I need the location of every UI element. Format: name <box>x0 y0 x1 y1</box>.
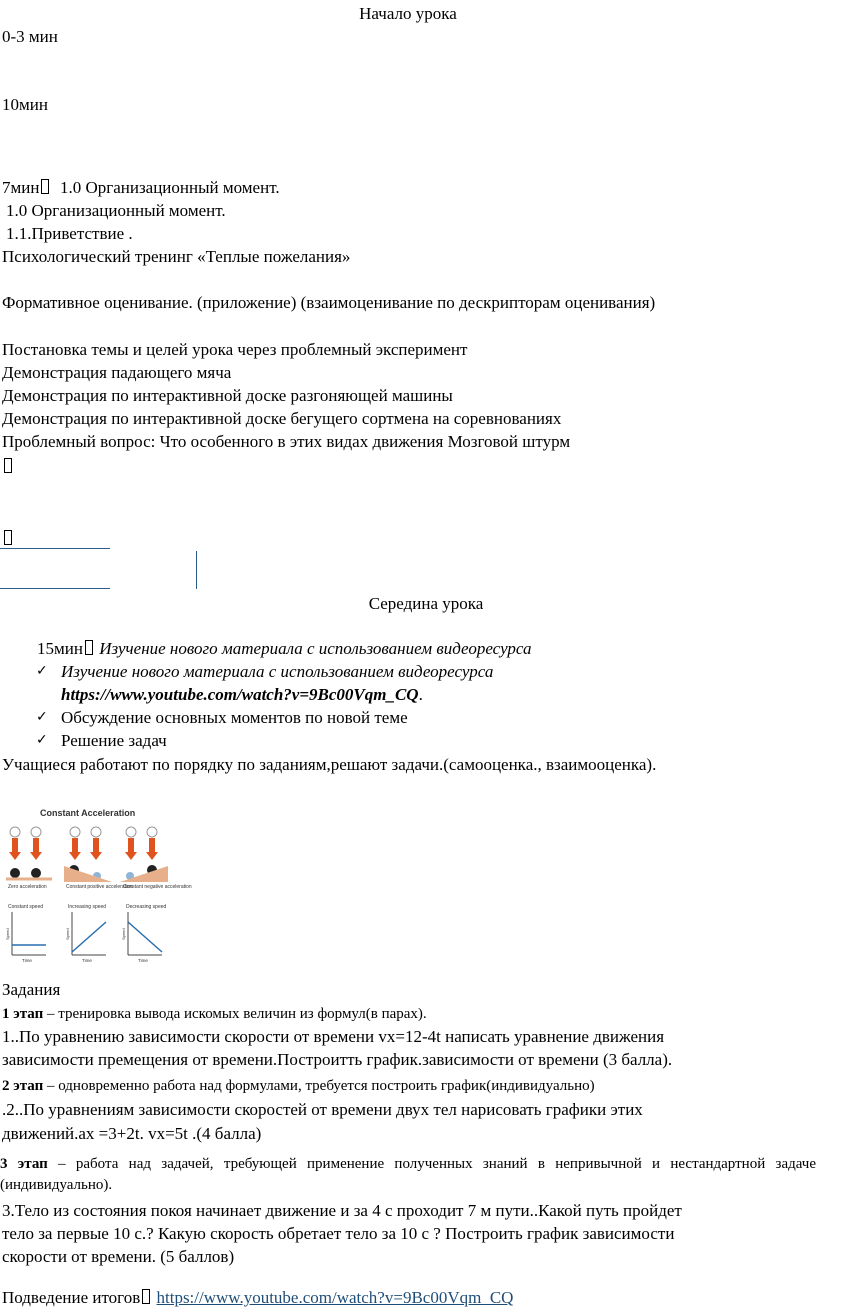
time-7-line <box>2 178 280 198</box>
stage3-label: 3 этап <box>0 1156 48 1172</box>
stage2-line <box>2 1076 595 1096</box>
bullet-new-material: Изучение нового материала с использованием видеоресурса <box>61 662 494 681</box>
placeholder-box-icon <box>4 530 12 545</box>
formative-assessment: Формативное оценивание. (приложение) (взаимоценивание по дескрипторам оценивания) <box>2 293 656 312</box>
graph3-y-axis: Speed <box>121 928 126 940</box>
caption-negative: Constant negative acceleration <box>123 884 192 890</box>
graph-constant-speed <box>5 904 46 963</box>
stage1-text: – тренировка вывода искомых величин из формул(в парах). <box>43 1006 427 1022</box>
stage2-text: – одновременно работа над формулами, требуется построить график(индивидуально) <box>43 1078 595 1094</box>
new-material-title: Изучение нового материала с использованием видеоресурса <box>99 639 532 658</box>
start-title: Начало урока <box>359 4 457 23</box>
placeholder-box-icon <box>142 1289 150 1304</box>
org-moment-1: 1.0 Организационный момент. <box>59 178 280 197</box>
placeholder-box-icon <box>85 640 93 655</box>
time-15: 15мин <box>37 639 83 658</box>
students-work: Учащиеся работают по порядку по заданиям,решают задачи.(самооценка., взаимооценка). <box>2 755 657 774</box>
positive-acceleration-panel <box>64 827 133 890</box>
caption-positive: Constant positive acceleration <box>66 884 133 890</box>
task3-line1: 3.Тело из состояния покоя начинает движение и за 4 с проходит 7 м пути..Какой путь пройдет <box>2 1201 682 1220</box>
graph-decreasing-speed <box>121 904 167 963</box>
demo-ball: Демонстрация падающего мяча <box>2 363 232 382</box>
checkmark-icon: ✓ <box>36 709 48 725</box>
placeholder-box-icon <box>41 179 49 194</box>
divider-line <box>0 548 110 549</box>
topic-setting: Постановка темы и целей урока через проблемный эксперимент <box>2 340 468 359</box>
placeholder-box-icon <box>4 458 12 473</box>
task3-line2: тело за первые 10 с.? Какую скорость обретает тело за 10 с ? Построить график зависимости <box>2 1224 675 1243</box>
constant-acceleration-figure <box>0 800 192 970</box>
task1-line1: 1..По уравнению зависимости скорости от времени vx=12-4t написать уравнение движения <box>2 1027 665 1046</box>
divider-line <box>196 551 197 589</box>
demo-car: Демонстрация по интерактивной доске разгоняющей машины <box>2 386 453 405</box>
tasks-heading: Задания <box>2 980 61 999</box>
graph-increasing-speed <box>65 904 106 963</box>
training: Психологический тренинг «Теплые пожелания» <box>2 247 351 266</box>
graph1-label: Constant speed <box>8 904 44 910</box>
task3-line3: скорости от времени. (5 баллов) <box>2 1247 235 1266</box>
summary-label: Подведение итогов <box>2 1288 141 1307</box>
checkmark-icon: ✓ <box>36 663 48 679</box>
divider-line <box>0 588 110 589</box>
zero-acceleration-panel <box>6 827 52 890</box>
stage2-label: 2 этап <box>2 1078 44 1094</box>
graph3-x-axis: Time <box>138 958 148 963</box>
graph2-label: Increasing speed <box>68 904 107 910</box>
graph2-y-axis: Speed <box>65 928 70 940</box>
summary-line <box>2 1288 513 1308</box>
time-15-line <box>37 639 532 659</box>
demo-runner: Демонстрация по интерактивной доске бегущего сортмена на соревнованиях <box>2 409 562 428</box>
greeting: 1.1.Приветствие . <box>6 224 133 243</box>
stage3-text: – работа над задачей, требующей применение полученных знаний в непривычной и нестандартной задаче (индивидуально). <box>0 1156 816 1193</box>
graph2-x-axis: Time <box>82 958 92 963</box>
negative-acceleration-panel <box>120 827 192 890</box>
graph1-y-axis: Speed <box>5 928 10 940</box>
video-link[interactable]: https://www.youtube.com/watch?v=9Bc00Vqm_CQ <box>61 685 419 704</box>
graph1-x-axis: Time <box>22 958 32 963</box>
stage1-line <box>2 1004 427 1024</box>
org-moment-2: 1.0 Организационный момент. <box>6 201 226 220</box>
time-7: 7мин <box>2 178 40 197</box>
stage3-paragraph <box>0 1154 816 1196</box>
figure-title: Constant Acceleration <box>40 808 136 818</box>
task2-line1: .2..По уравнениям зависимости скоростей от времени двух тел нарисовать графики этих <box>2 1100 643 1119</box>
task1-line2: зависимости премещения от времени.Построитть график.зависимости от времени (3 балла). <box>2 1050 673 1069</box>
bullet-discussion: Обсуждение основных моментов по новой теме <box>61 708 408 727</box>
stage1-label: 1 этап <box>2 1006 44 1022</box>
checkmark-icon: ✓ <box>36 732 48 748</box>
summary-video-link[interactable]: https://www.youtube.com/watch?v=9Bc00Vqm_CQ <box>156 1288 514 1307</box>
bullet-problems: Решение задач <box>61 731 167 750</box>
bullet-link-line: https://www.youtube.com/watch?v=9Bc00Vqm_CQ. <box>61 685 423 704</box>
time-10: 10мин <box>2 95 48 114</box>
graph3-label: Decreasing speed <box>126 904 167 910</box>
task2-line2: движений.ах =3+2t. vx=5t .(4 балла) <box>2 1124 262 1143</box>
caption-zero: Zero acceleration <box>8 884 47 890</box>
problem-question: Проблемный вопрос: Что особенного в этих видах движения Мозговой штурм <box>2 432 571 451</box>
middle-title: Середина урока <box>368 594 484 613</box>
time-0-3: 0-3 мин <box>2 27 58 46</box>
